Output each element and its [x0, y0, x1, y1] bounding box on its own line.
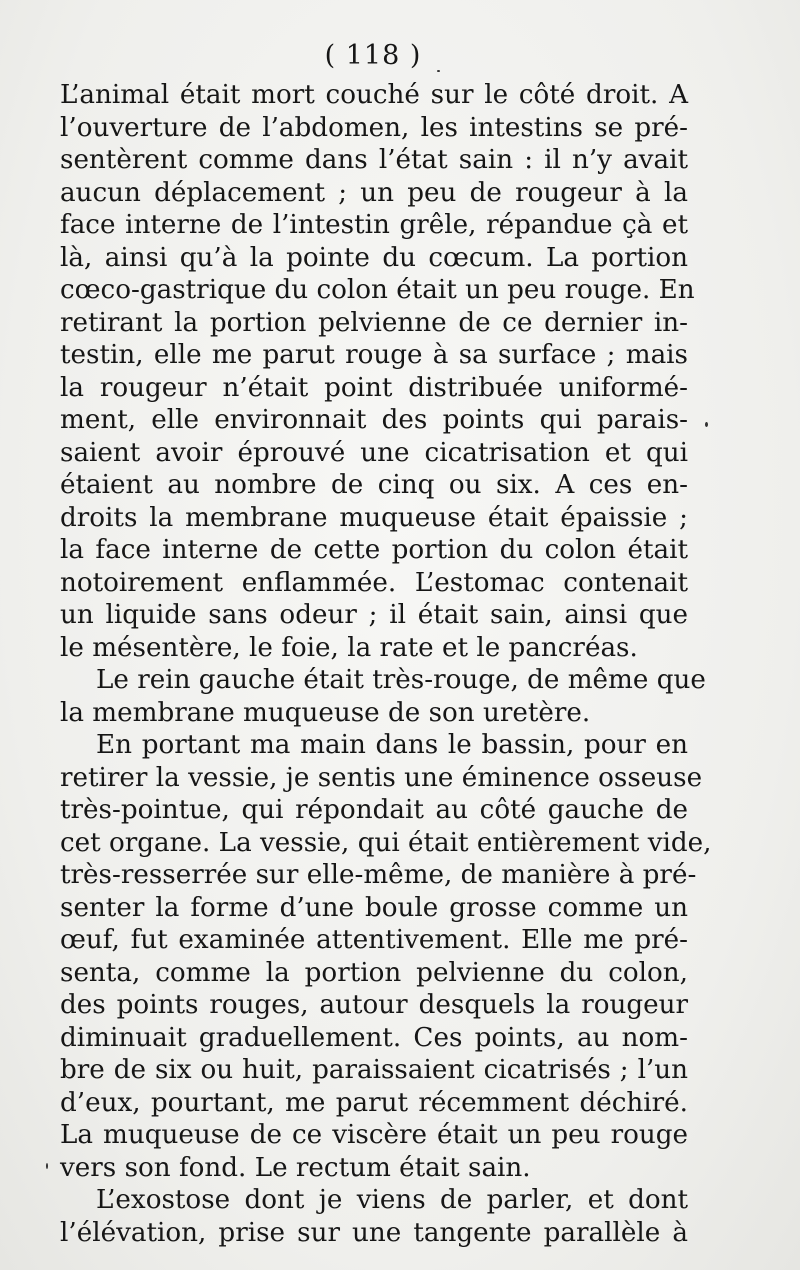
text-line: un liquide sans odeur ; il était sain, ainsi que	[60, 600, 688, 630]
paragraph-first-line: En portant ma main dans le bassin, pour en	[96, 730, 688, 760]
paper-speck	[437, 70, 440, 72]
paper-speck	[46, 1163, 48, 1169]
text-line: vers son fond. Le rectum était sain.	[60, 1152, 531, 1183]
text-line: La muqueuse de ce viscère était un peu rouge	[60, 1120, 688, 1150]
text-line: face interne de l’intestin grêle, répandue çà et	[60, 210, 688, 240]
text-line: diminuait graduellement. Ces points, au nom-	[60, 1022, 688, 1053]
text-line: cet organe. La vessie, qui était entièrement vide,	[60, 827, 712, 858]
paragraph-first-line: Le rein gauche était très-rouge, de même que	[96, 665, 706, 695]
text-line: senta, comme la portion pelvienne du colon,	[60, 957, 688, 988]
text-line: étaient au nombre de cinq ou six. A ces en-	[60, 470, 688, 500]
text-line: la rougeur n’était point distribuée uniformé-	[60, 372, 688, 403]
page-number: ( 118 )	[324, 40, 422, 71]
text-line: très-resserrée sur elle-même, de manière à pré-	[60, 860, 697, 890]
text-line: là, ainsi qu’à la pointe du cœcum. La portion	[60, 242, 688, 273]
text-line: des points rouges, autour desquels la rougeur	[60, 990, 688, 1020]
paper-speck	[705, 422, 708, 427]
text-line: retirer la vessie, je sentis une éminence osseuse	[60, 762, 703, 793]
text-line: cœco-gastrique du colon était un peu rouge. En	[60, 275, 695, 305]
text-line: testin, elle me parut rouge à sa surface ; mais	[60, 340, 688, 370]
text-line: la membrane muqueuse de son uretère.	[60, 697, 591, 728]
text-line: notoirement enflammée. L’estomac contenait	[60, 567, 688, 598]
text-line: œuf, fut examinée attentivement. Elle me pré-	[60, 925, 688, 955]
text-line: l’élévation, prise sur une tangente parallèle à	[60, 1217, 688, 1248]
text-line: sentèrent comme dans l’état sain : il n’y avait	[60, 145, 688, 175]
text-line: L’animal était mort couché sur le côté droit. A	[60, 80, 688, 110]
page-body-text	[60, 79, 712, 1249]
text-line: retirant la portion pelvienne de ce dernier in-	[60, 307, 688, 338]
text-line: senter la forme d’une boule grosse comme un	[60, 892, 688, 923]
text-line: le mésentère, le foie, la rate et le pancréas.	[60, 632, 638, 663]
text-line: la face interne de cette portion du colon était	[60, 535, 688, 565]
text-line: ment, elle environnait des points qui parais-	[60, 405, 688, 435]
text-line: droits la membrane muqueuse était épaissie ;	[60, 502, 688, 533]
text-line: bre de six ou huit, paraissaient cicatrisés ; l’un	[60, 1055, 688, 1085]
text-line: très-pointue, qui répondait au côté gauche de	[60, 795, 688, 825]
text-line: l’ouverture de l’abdomen, les intestins se pré-	[60, 112, 688, 143]
paragraph-first-line: L’exostose dont je viens de parler, et dont	[96, 1185, 688, 1215]
text-line: d’eux, pourtant, me parut récemment déchiré.	[60, 1087, 688, 1118]
text-line: saient avoir éprouvé une cicatrisation et qui	[60, 437, 688, 468]
text-line: aucun déplacement ; un peu de rougeur à la	[60, 177, 688, 208]
